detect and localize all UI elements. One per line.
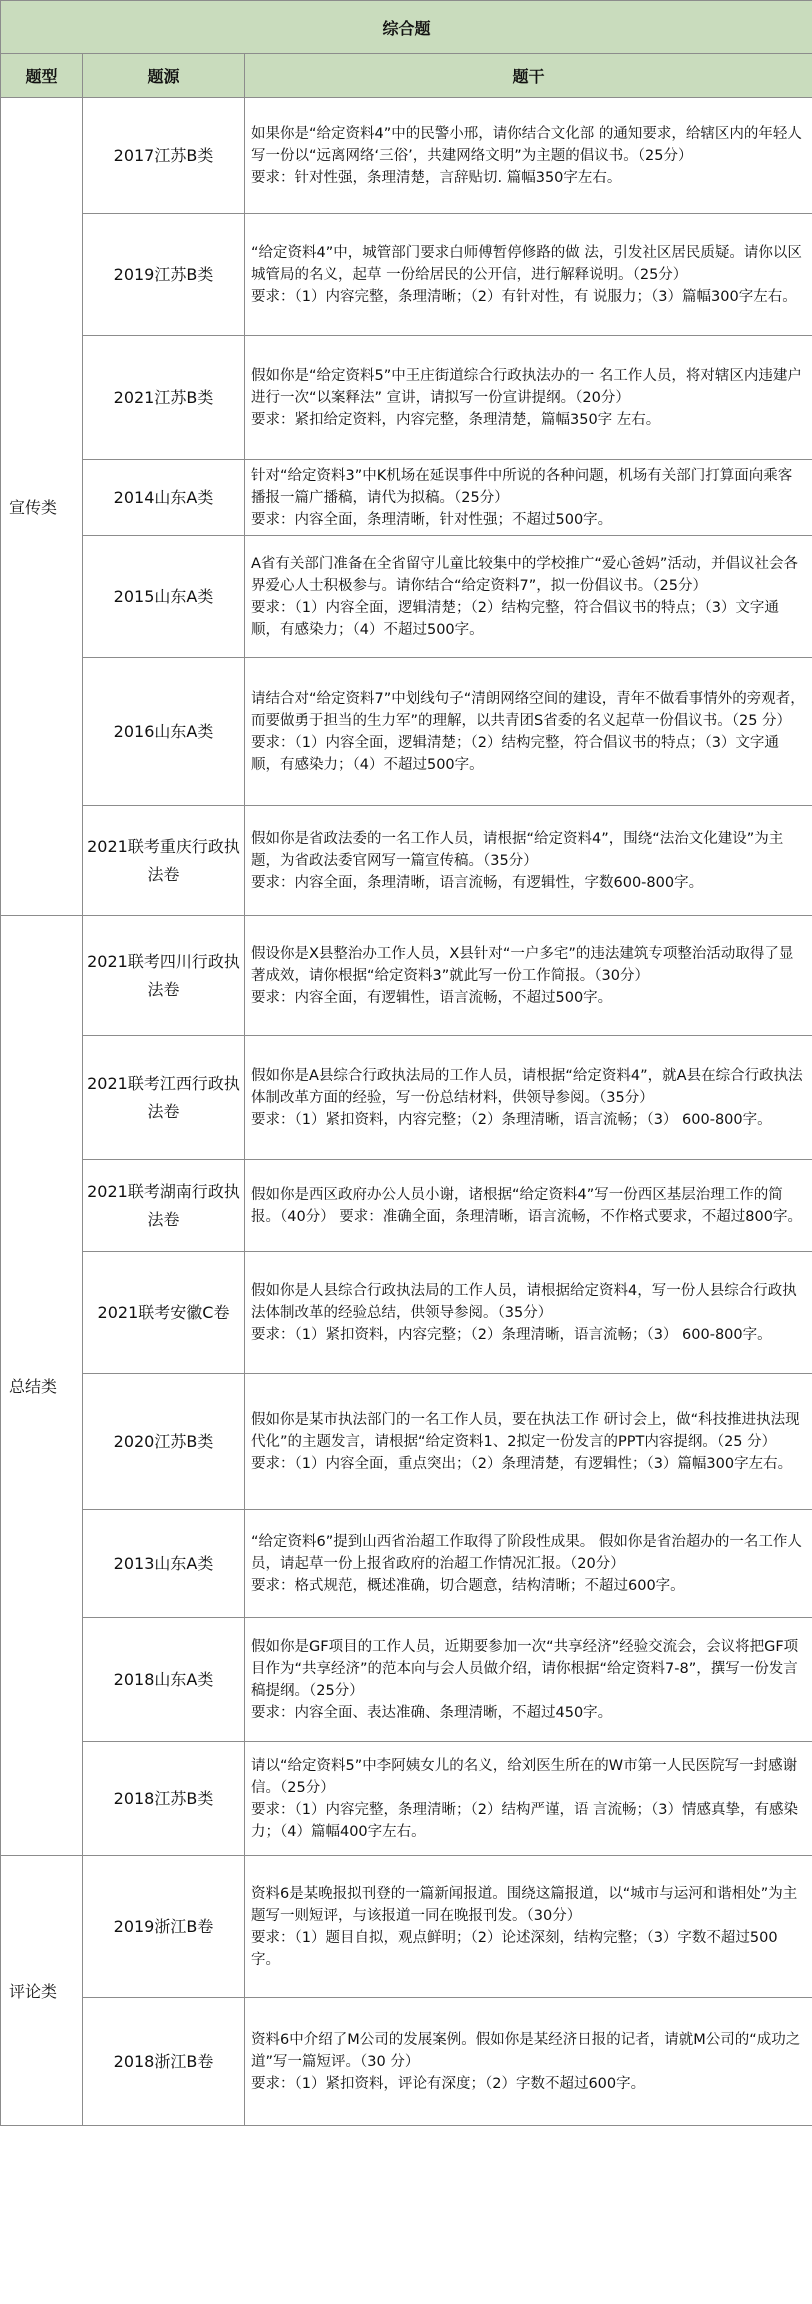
source-cell: 2013山东A类 bbox=[83, 1510, 245, 1618]
source-cell: 2018山东A类 bbox=[83, 1618, 245, 1742]
question-text: 请以“给定资料5”中李阿姨女儿的名义，给刘医生所在的W市第一人民医院写一封感谢信。（25分） bbox=[251, 1757, 798, 1796]
source-cell: 2021联考四川行政执法卷 bbox=[83, 916, 245, 1036]
table-row bbox=[1, 536, 812, 658]
header-question-source: 题源 bbox=[83, 54, 245, 98]
requirements-text: 要求：内容全面、表达准确、条理清晰，不超过450字。 bbox=[251, 1704, 613, 1721]
requirements-text: 要求：格式规范，概述准确，切合题意，结构清晰；不超过600字。 bbox=[251, 1577, 685, 1594]
source-cell: 2017江苏B类 bbox=[83, 98, 245, 214]
source-cell: 2020江苏B类 bbox=[83, 1374, 245, 1510]
question-text: 假如你是西区政府办公人员小谢，诸根据“给定资料4”写一份西区基层治理工作的简报。（40分） 要求：准确全面，条理清晰，语言流畅，不作格式要求，不超过800字。 bbox=[251, 1186, 802, 1225]
question-stem-cell bbox=[245, 658, 812, 806]
source-cell: 2019江苏B类 bbox=[83, 214, 245, 336]
table-row bbox=[1, 1036, 812, 1160]
question-text: 针对“给定资料3”中K机场在延误事件中所说的各种问题，机场有关部门打算面向乘客播报一篇广播稿，请代为拟稿。（25分） bbox=[251, 467, 793, 506]
table-row bbox=[1, 1160, 812, 1252]
requirements-text: 要求：紧扣给定资料，内容完整，条理清楚，篇幅350字 左右。 bbox=[251, 411, 661, 428]
question-text: 假如你是“给定资料5”中王庄街道综合行政执法办的一 名工作人员，将对辖区内违建户进行一次“以案释法” 宣讲，请拟写一份宣讲提纲。（20分） bbox=[251, 367, 802, 406]
source-cell: 2014山东A类 bbox=[83, 460, 245, 536]
table-title-row bbox=[1, 1, 812, 54]
question-text: “给定资料4”中，城管部门要求白师傅暂停修路的做 法，引发社区居民质疑。请你以区城管局的名义，起草 一份给居民的公开信，进行解释说明。（25分） bbox=[251, 244, 802, 283]
question-stem-cell bbox=[245, 214, 812, 336]
question-stem-cell bbox=[245, 1252, 812, 1374]
requirements-text: 要求：（1）紧扣资料，评论有深度；（2）字数不超过600字。 bbox=[251, 2075, 646, 2092]
question-stem-cell bbox=[245, 1742, 812, 1856]
requirements-text: 要求：内容全面，条理清晰，针对性强；不超过500字。 bbox=[251, 511, 613, 528]
question-text: A省有关部门准备在全省留守儿童比较集中的学校推广“爱心爸妈”活动，并倡议社会各界爱心人士积极参与。请你结合“给定资料7”，拟一份倡议书。（25分） bbox=[251, 555, 798, 594]
question-text: 假如你是某市执法部门的一名工作人员，要在执法工作 研讨会上，做“科技推进执法现代化”的主题发言，请根据“给定资料1、2拟定一份发言的PPT内容提纲。（25 分） bbox=[251, 1411, 800, 1450]
source-cell: 2021联考江西行政执法卷 bbox=[83, 1036, 245, 1160]
source-cell: 2016山东A类 bbox=[83, 658, 245, 806]
table-row bbox=[1, 1374, 812, 1510]
requirements-text: 要求：（1）内容完整，条理清晰；（2）结构严谨，语 言流畅；（3）情感真挚，有感染力；（4）篇幅400字左右。 bbox=[251, 1801, 799, 1840]
header-question-stem: 题干 bbox=[245, 54, 812, 98]
table-row bbox=[1, 1510, 812, 1618]
table-header-row bbox=[1, 54, 812, 98]
requirements-text: 要求：（1）内容全面，逻辑清楚；（2）结构完整，符合倡议书的特点；（3）文字通顺，有感染力；（4）不超过500字。 bbox=[251, 599, 779, 638]
table-body bbox=[1, 98, 812, 2126]
table-row bbox=[1, 916, 812, 1036]
question-text: 假设你是X县整治办工作人员，X县针对“一户多宅”的违法建筑专项整治活动取得了显著成效，请你根据“给定资料3”就此写一份工作简报。（30分） bbox=[251, 945, 794, 984]
question-stem-cell bbox=[245, 806, 812, 916]
question-text: 假如你是人县综合行政执法局的工作人员，请根据给定资料4，写一份人县综合行政执法体制改革的经验总结，供领导参阅。（35分） bbox=[251, 1282, 797, 1321]
source-cell: 2019浙江B卷 bbox=[83, 1856, 245, 1998]
source-cell: 2021联考湖南行政执法卷 bbox=[83, 1160, 245, 1252]
source-cell: 2015山东A类 bbox=[83, 536, 245, 658]
question-stem-cell bbox=[245, 916, 812, 1036]
requirements-text: 要求：针对性强，条理清楚，言辞贴切. 篇幅350字左右。 bbox=[251, 169, 622, 186]
question-stem-cell bbox=[245, 1036, 812, 1160]
source-cell: 2021江苏B类 bbox=[83, 336, 245, 460]
question-text: “给定资料6”提到山西省治超工作取得了阶段性成果。 假如你是省治超办的一名工作人员，请起草一份上报省政府的治超工作情况汇报。（20分） bbox=[251, 1533, 802, 1572]
source-cell: 2021联考安徽C卷 bbox=[83, 1252, 245, 1374]
requirements-text: 要求：内容全面，有逻辑性，语言流畅，不超过500字。 bbox=[251, 989, 613, 1006]
requirements-text: 要求：（1）内容全面，逻辑清楚；（2）结构完整，符合倡议书的特点；（3）文字通顺，有感染力；（4）不超过500字。 bbox=[251, 734, 779, 773]
category-cell: 宣传类 bbox=[1, 98, 83, 916]
question-stem-cell bbox=[245, 1998, 812, 2126]
question-stem-cell bbox=[245, 1510, 812, 1618]
question-stem-cell bbox=[245, 1618, 812, 1742]
question-stem-cell bbox=[245, 1856, 812, 1998]
table-row bbox=[1, 1252, 812, 1374]
table-row bbox=[1, 1856, 812, 1998]
question-stem-cell bbox=[245, 1160, 812, 1252]
category-cell: 总结类 bbox=[1, 916, 83, 1856]
requirements-text: 要求：（1）题目自拟，观点鲜明；（2）论述深刻，结构完整；（3）字数不超过500字。 bbox=[251, 1929, 778, 1968]
table-row bbox=[1, 1998, 812, 2126]
question-text: 假如你是A县综合行政执法局的工作人员，请根据“给定资料4”，就A县在综合行政执法体制改革方面的经验，写一份总结材料，供领导参阅。（35分） bbox=[251, 1067, 803, 1106]
source-cell: 2018江苏B类 bbox=[83, 1742, 245, 1856]
question-text: 假如你是GF项目的工作人员，近期要参加一次“共享经济”经验交流会，会议将把GF项目作为“共享经济”的范本向与会人员做介绍，请你根据“给定资料7-8”，撰写一份发言稿提纲。（25分） bbox=[251, 1638, 799, 1699]
header-question-type: 题型 bbox=[1, 54, 83, 98]
requirements-text: 要求：（1）内容完整，条理清晰；（2）有针对性，有 说服力；（3）篇幅300字左右。 bbox=[251, 288, 797, 305]
question-text: 请结合对“给定资料7”中划线句子“清朗网络空间的建设，青年不做看事情外的旁观者，而要做勇于担当的生力军”的理解，以共青团S省委的名义起草一份倡议书。（25 分） bbox=[251, 690, 805, 729]
question-text: 如果你是“给定资料4”中的民警小邢，请你结合文化部 的通知要求，给辖区内的年轻人写一份以“远离网络‘三俗’，共建网络文明”为主题的倡议书。（25分） bbox=[251, 125, 802, 164]
table-row bbox=[1, 658, 812, 806]
source-cell: 2018浙江B卷 bbox=[83, 1998, 245, 2126]
question-text: 资料6中介绍了M公司的发展案例。假如你是某经济日报的记者，请就M公司的“成功之道”写一篇短评。（30 分） bbox=[251, 2031, 801, 2070]
question-stem-cell bbox=[245, 460, 812, 536]
table-row bbox=[1, 1618, 812, 1742]
requirements-text: 要求：（1）紧扣资料，内容完整；（2）条理清晰，语言流畅；（3） 600-800字。 bbox=[251, 1111, 772, 1128]
requirements-text: 要求：内容全面，条理清晰，语言流畅，有逻辑性，字数600-800字。 bbox=[251, 874, 704, 891]
question-stem-cell bbox=[245, 536, 812, 658]
table-row bbox=[1, 1742, 812, 1856]
question-text: 假如你是省政法委的一名工作人员，请根据“给定资料4”，围绕“法治文化建设”为主题，为省政法委官网写一篇宣传稿。（35分） bbox=[251, 830, 784, 869]
requirements-text: 要求：（1）紧扣资料，内容完整；（2）条理清晰，语言流畅；（3） 600-800字。 bbox=[251, 1326, 772, 1343]
question-stem-cell bbox=[245, 1374, 812, 1510]
question-stem-cell bbox=[245, 336, 812, 460]
requirements-text: 要求：（1）内容全面，重点突出；（2）条理清楚，有逻辑性；（3）篇幅300字左右。 bbox=[251, 1455, 793, 1472]
table-row bbox=[1, 336, 812, 460]
table-row bbox=[1, 98, 812, 214]
source-cell: 2021联考重庆行政执法卷 bbox=[83, 806, 245, 916]
category-cell: 评论类 bbox=[1, 1856, 83, 2126]
table-row bbox=[1, 214, 812, 336]
question-text: 资料6是某晚报拟刊登的一篇新闻报道。围绕这篇报道，以“城市与运河和谐相处”为主题写一则短评，与该报道一同在晚报刊发。（30分） bbox=[251, 1885, 798, 1924]
question-stem-cell bbox=[245, 98, 812, 214]
table-title: 综合题 bbox=[1, 1, 812, 54]
table-row bbox=[1, 460, 812, 536]
table-row bbox=[1, 806, 812, 916]
